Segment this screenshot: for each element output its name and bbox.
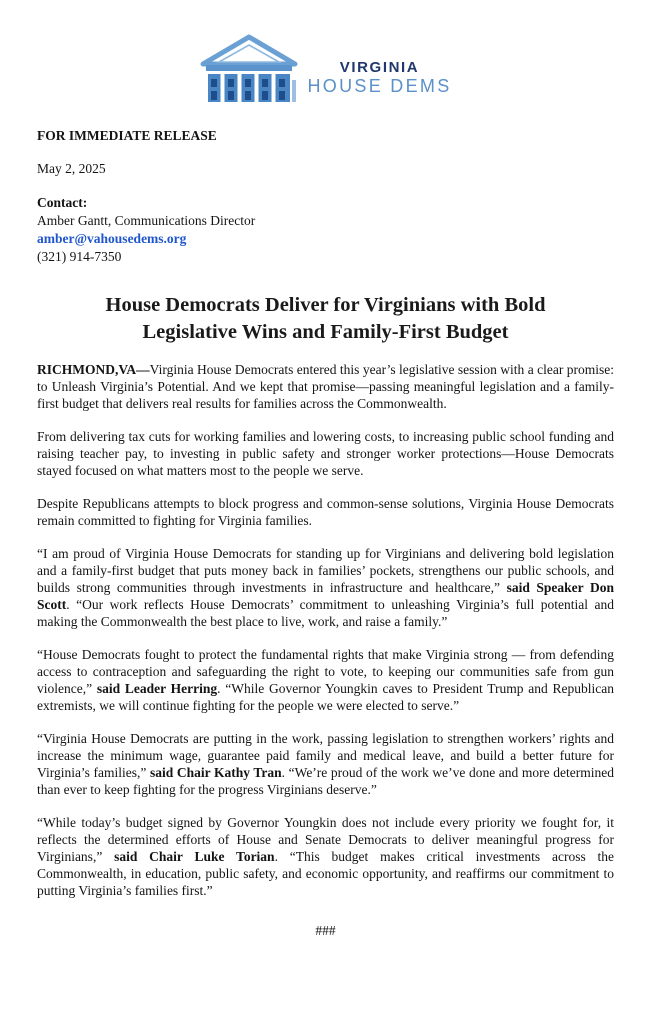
org-name-virginia: VIRGINIA bbox=[339, 58, 420, 76]
contact-email bbox=[37, 230, 614, 248]
body-paragraph: “I am proud of Virginia House Democrats for standing up for Virginians and delivering bold legislation and a family-first budget that puts money back in families’ pockets, strengthens our public schools, and builds strong communities through investments in infrastructure and healthcare,” said Speaker Don Scott. “Our work reflects House Democrats’ commitment to unleashing Virginia’s full potential and making the Commonwealth the best place to live, work, and raise a family.” bbox=[37, 546, 614, 629]
contact-label: Contact: bbox=[37, 195, 88, 210]
contact-block bbox=[37, 194, 614, 266]
dateline: RICHMOND,VA— bbox=[37, 362, 150, 377]
body-paragraph: Despite Republicans attempts to block progress and common-sense solutions, Virginia House Democrats remain committed to fighting for Virginia families. bbox=[37, 496, 614, 528]
org-name-house-dems: HOUSE DEMS bbox=[307, 75, 452, 96]
org-logo-wordmark bbox=[307, 47, 451, 96]
body-text bbox=[37, 361, 614, 899]
body-paragraph: “While today’s budget signed by Governor Youngkin does not include every priority we fought for, it reflects the determined efforts of House and Senate Democrats to deliver meaningful progress for Virginians,” said Chair Luke Torian. “This budget makes critical investments across the Commonwealth, in education, public safety, and economic opportunity, and reaffirms our commitment to putting Virginia’s families first.” bbox=[37, 815, 614, 898]
capitol-building-icon bbox=[199, 34, 299, 109]
body-paragraph: “House Democrats fought to protect the fundamental rights that make Virginia strong — from defending access to contraception and safeguarding the right to vote, to keeping our communities safe from gun violence,” said Leader Herring. “While Governor Youngkin caves to President Trump and Republican extremists, we will continue fighting for the people we were elected to serve.” bbox=[37, 647, 614, 713]
speaker-attribution: said Leader Herring bbox=[96, 681, 218, 696]
body-paragraph: “Virginia House Democrats are putting in the work, passing legislation to strengthen workers’ rights and increase the minimum wage, guarantee paid family and medical leave, and build a better future for Virginia’s families,” said Chair Kathy Tran. “We’re proud of the work we’ve done and more determined than ever to keep fighting for the progress Virginians deserve.” bbox=[37, 731, 614, 797]
contact-email-link[interactable]: amber@vahousedems.org bbox=[37, 231, 187, 246]
speaker-attribution: said Speaker Don Scott bbox=[37, 580, 614, 612]
org-logo bbox=[0, 0, 651, 106]
speaker-attribution: said Chair Luke Torian bbox=[114, 849, 275, 864]
body-paragraph: RICHMOND,VA—Virginia House Democrats entered this year’s legislative session with a clear promise: to Unleash Virginia’s Potential. And we kept that promise—passing meaningful legislation and a family-first budget that delivers real results for families across the Commonwealth. bbox=[37, 362, 614, 411]
speaker-attribution: said Chair Kathy Tran bbox=[150, 765, 282, 780]
body-paragraph: From delivering tax cuts for working families and lowering costs, to increasing public school funding and raising teacher pay, to investing in public safety and stronger worker protections—House Democrats stayed focused on what matters most to the people we serve. bbox=[37, 429, 614, 478]
press-release-end-mark: ### bbox=[315, 923, 336, 938]
headline: House Democrats Deliver for Virginians with Bold Legislative Wins and Family-First Budget bbox=[105, 294, 546, 343]
release-tag: FOR IMMEDIATE RELEASE bbox=[37, 128, 217, 143]
contact-phone: (321) 914-7350 bbox=[37, 249, 122, 264]
release-date: May 2, 2025 bbox=[37, 161, 106, 176]
contact-name: Amber Gantt, Communications Director bbox=[37, 213, 256, 228]
